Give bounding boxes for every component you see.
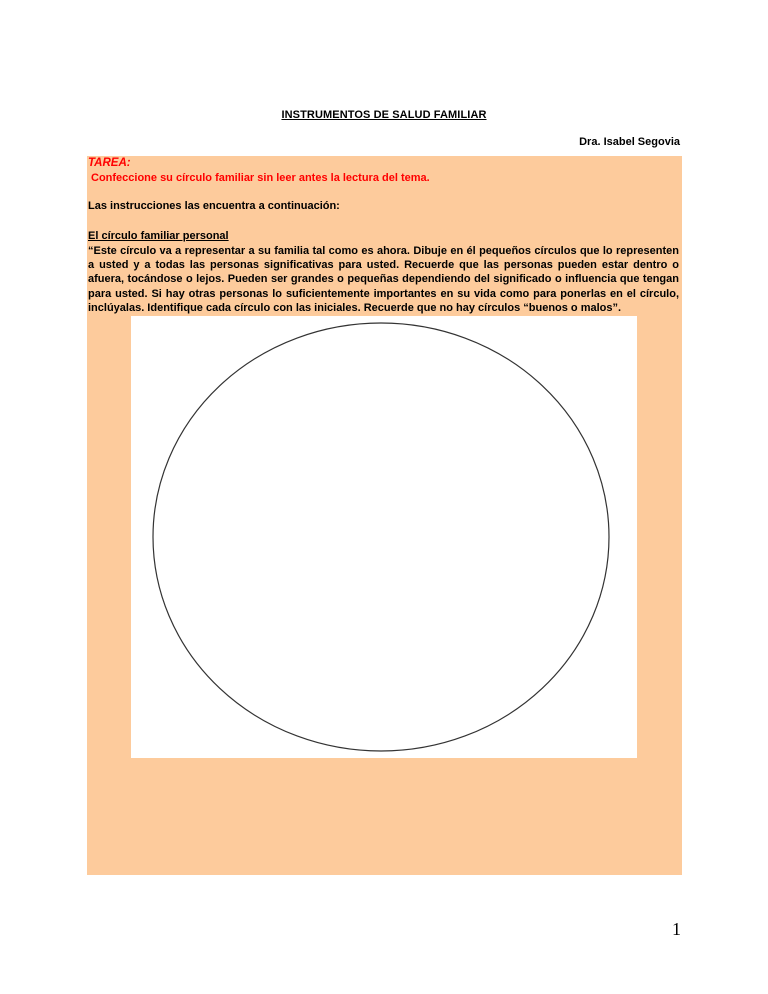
task-instruction: Confeccione su círculo familiar sin leer antes la lectura del tema. [91, 172, 430, 184]
intro-text: Las instrucciones las encuentra a continuación: [88, 200, 340, 212]
task-box [87, 156, 682, 875]
document-title: INSTRUMENTOS DE SALUD FAMILIAR [281, 109, 487, 121]
instructions-paragraph: “Este círculo va a representar a su familia tal como es ahora. Dibuje en él pequeños círculos que lo representen a usted y a todas las personas significativas para usted. Recuerde que las personas pueden estar dentro o afuera, tocándose o lejos. Pueden ser grandes o pequeñas dependiendo del significado o influencia que tengan para usted. Si hay otras personas lo suficientemente importantes en su vida como para ponerlas en el círculo, inclúyalas. Identifique cada círculo con las iniciales. Recuerde que no hay círculos “buenos o malos”. [88, 245, 679, 314]
section-heading: El círculo familiar personal [88, 230, 229, 242]
page-number: 1 [672, 919, 681, 939]
family-circle-drawing-area[interactable] [131, 316, 637, 758]
task-label: TAREA: [88, 157, 131, 169]
family-circle-svg [131, 316, 637, 758]
author-name: Dra. Isabel Segovia [579, 136, 680, 148]
family-circle [153, 323, 609, 751]
